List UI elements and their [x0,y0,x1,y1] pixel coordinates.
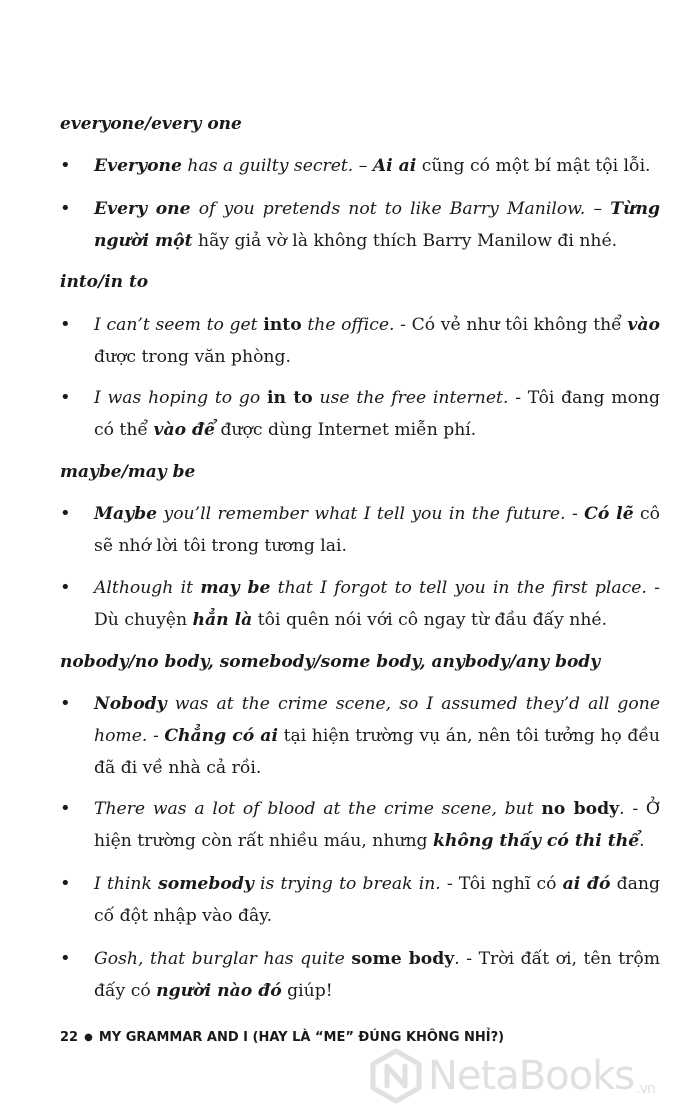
bullet-icon: • [60,503,71,524]
bullet-item [60,382,660,446]
bullet-text [94,943,660,1007]
emphasis-text: Có lẽ [584,504,634,524]
section-heading-everyone: everyone/every one [60,114,242,134]
text-run: tôi quên nói với cô ngay từ đầu đấy nhé. [252,610,608,630]
text-run: I think [94,874,159,894]
bullet-item [60,868,660,932]
text-run: - [565,504,585,524]
bullet-text [94,382,660,446]
text-run: - [147,726,165,746]
bullet-icon: • [60,314,71,335]
bullet-icon: • [60,693,71,714]
page-number: 22 [60,1030,79,1045]
bullet-text [94,150,660,182]
bullet-text [94,309,660,373]
emphasis-text: ai đó [562,874,611,894]
text-run: has a guilty secret. [181,156,354,176]
text-run: is trying to break in. [253,874,441,894]
text-run: được dùng Internet miễn phí. [214,420,477,440]
text-run: was at the crime scene, so I assumed they’d all gone home. [94,694,660,746]
book-title: MY GRAMMAR AND I (HAY LÀ “ME” ĐÚNG KHÔNG NHỈ?) [98,1030,505,1045]
emphasis-text: Từng người một [94,199,660,251]
bullet-item [60,688,660,784]
text-run: the office. [301,315,395,335]
bullet-icon: • [60,198,71,219]
emphasis-text: Maybe [94,504,158,524]
section-heading-into: into/in to [60,272,149,292]
bullet-text [94,193,660,257]
text-run: giúp! [281,981,333,1001]
emphasis-text: Nobody [94,694,167,714]
bullet-item [60,572,660,636]
emphasis-text: Chẳng có ai [164,726,278,746]
bullet-icon: • [60,155,71,176]
text-run: hãy giả vờ là không thích Barry Manilow đi nhé. [192,231,618,251]
page-footer [60,1028,504,1048]
emphasis-text: không thấy có thi thể [433,831,640,851]
text-run: - Có vẻ như tôi không thể [394,315,628,335]
bullet-item [60,309,660,373]
bullet-text [94,498,660,562]
emphasis-text: no body [541,799,620,819]
emphasis-text: vào để [153,420,215,440]
text-run: you’ll remember what I tell you in the future. [157,504,566,524]
text-run: I can’t seem to get [94,315,264,335]
emphasis-text: somebody [158,874,254,894]
emphasis-text: người nào đó [156,981,282,1001]
bullet-item [60,943,660,1007]
text-run: - Tôi đang mong có thể [94,388,660,440]
bullet-item [60,193,660,257]
text-run: of you pretends not to like Barry Manilow. [190,199,586,219]
text-run: There was a lot of blood at the crime scene, but [94,799,542,819]
bullet-icon: • [60,577,71,598]
section-heading-maybe: maybe/may be [60,462,196,482]
watermark-brand: NetaBooks [428,1053,635,1099]
emphasis-text: vào [627,315,661,335]
text-run: - Tôi nghĩ có [440,874,563,894]
text-run: Although it [94,578,201,598]
bullet-icon: • [60,948,71,969]
emphasis-text: in to [267,388,313,408]
bullet-item [60,498,660,562]
watermark [368,1046,688,1106]
bullet-icon: • [60,387,71,408]
text-run: - Ở hiện trường còn rất nhiều máu, nhưng [94,799,660,851]
text-run: use the free internet. [312,388,509,408]
text-run: . [454,949,460,969]
text-run: - Dù chuyện [94,578,660,630]
text-run: cũng có một bí mật tội lỗi. [416,156,651,176]
text-run: đang cố đột nhập vào đây. [94,874,660,926]
text-run: . [619,799,625,819]
netabooks-logo-icon [368,1048,424,1104]
text-run: . [639,831,645,851]
text-run: Gosh, that burglar has quite [94,949,352,969]
text-run: tại hiện trường vụ án, nên tôi tưởng họ đều đã đi về nhà cả rồi. [94,726,660,778]
bullet-text [94,868,660,932]
text-run: - Trời đất ơi, tên trộm đấy có [94,949,660,1001]
bullet-icon: • [60,798,71,819]
emphasis-text: hẳn là [192,610,253,630]
emphasis-text: Everyone [94,156,182,176]
bullet-text [94,688,660,784]
bullet-text [94,572,660,636]
text-run: I was hoping to go [94,388,268,408]
text-run: – [353,156,373,176]
emphasis-text: into [263,315,302,335]
bullet-item [60,150,660,182]
bullet-icon: • [60,873,71,894]
text-run: that I forgot to tell you in the first place. [270,578,647,598]
emphasis-text: some body [351,949,455,969]
text-run: cô sẽ nhớ lời tôi trong tương lai. [94,504,661,556]
text-run: được trong văn phòng. [94,347,291,367]
bullet-text [94,793,660,857]
emphasis-text: Every one [94,199,191,219]
emphasis-text: Ai ai [372,156,417,176]
section-heading-nobody: nobody/no body, somebody/some body, anybody/any body [60,652,601,672]
watermark-suffix: .vn [636,1081,655,1097]
text-run: – [585,199,611,219]
bullet-item [60,793,660,857]
footer-separator: ● [84,1032,93,1043]
emphasis-text: may be [200,578,271,598]
